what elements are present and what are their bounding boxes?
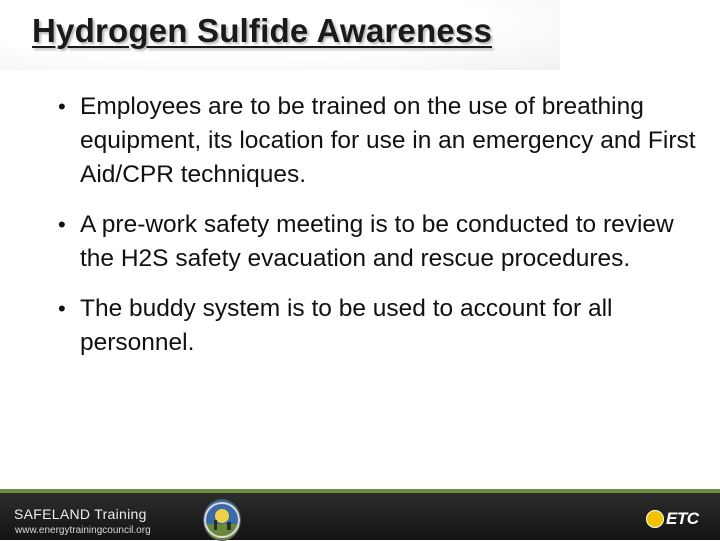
etc-logo-icon	[646, 508, 708, 530]
slide-title: Hydrogen Sulfide Awareness	[32, 12, 492, 49]
bullet-item	[56, 90, 696, 192]
footer-bar	[0, 489, 720, 540]
title-area	[0, 0, 560, 70]
bullet-marker: •	[58, 296, 66, 321]
etc-badge-icon	[646, 510, 664, 528]
bullet-item	[56, 208, 696, 276]
bullet-marker: •	[58, 212, 66, 237]
bullet-text: Employees are to be trained on the use of breathing equipment, its location for use in an emergency and First Aid/CPR techniques.	[80, 93, 696, 188]
footer-url: www.energytrainingcouncil.org	[15, 525, 151, 536]
safeland-seal-icon	[203, 499, 241, 541]
footer-brand: SAFELAND Training	[14, 506, 147, 522]
etc-logo-text: ETC	[666, 509, 699, 528]
bullet-text: The buddy system is to be used to account for all personnel.	[80, 295, 613, 356]
bullet-item	[56, 292, 696, 360]
bullet-list	[56, 90, 696, 376]
bullet-text: A pre-work safety meeting is to be conducted to review the H2S safety evacuation and rescue procedures.	[80, 211, 674, 272]
bullet-marker: •	[58, 94, 66, 119]
